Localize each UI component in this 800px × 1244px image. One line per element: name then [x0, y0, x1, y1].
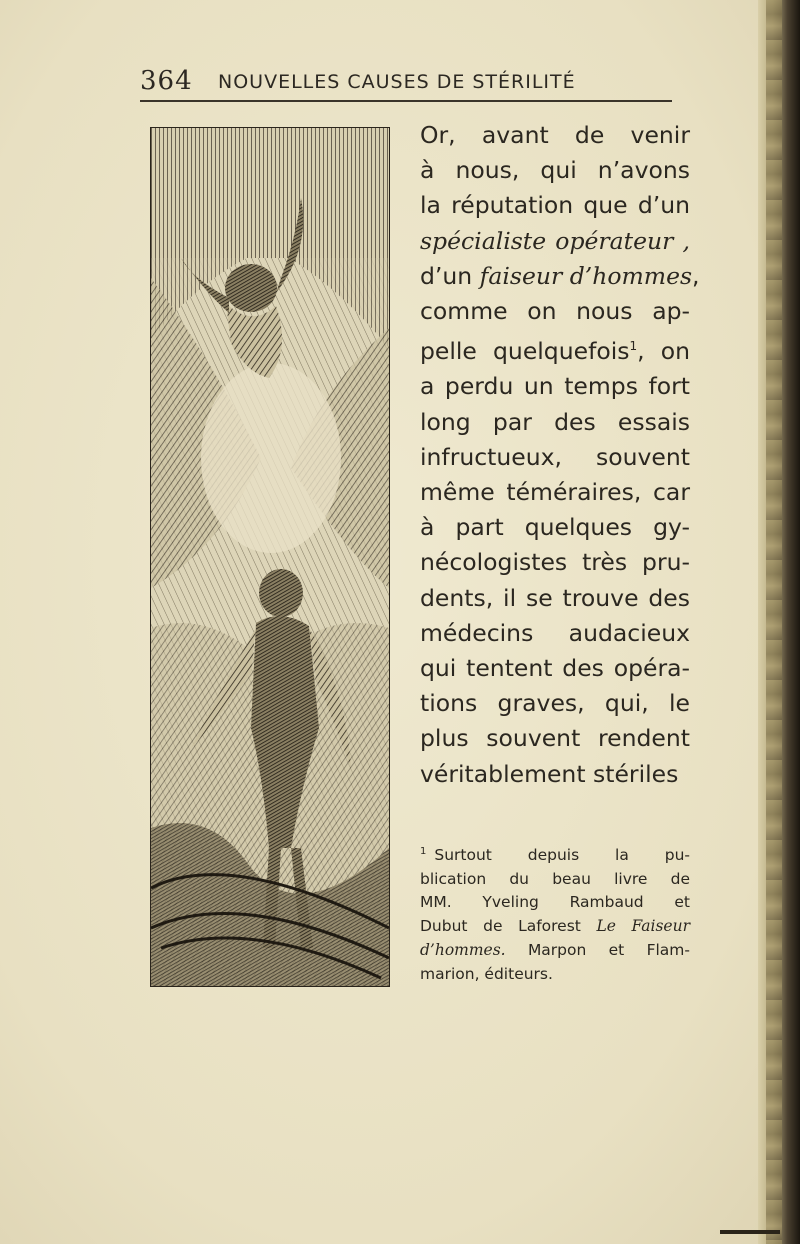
footnote-line: blication du beau livre de — [420, 869, 690, 888]
text-line: comme on nous ap- — [420, 297, 690, 326]
main-paragraph — [420, 118, 700, 792]
book-page-edge — [758, 0, 800, 1244]
text-line: véritablement stériles — [420, 759, 679, 788]
text-line: tions graves, qui, le — [420, 689, 690, 718]
text-line: d’un faiseur d’hommes, — [420, 261, 700, 290]
page-number: 364 — [140, 66, 193, 96]
footnote-line: Dubut de Laforest Le Faiseur — [420, 917, 690, 936]
text-line: même téméraires, car — [420, 478, 690, 507]
footnote-reference: 1 — [629, 339, 638, 354]
footnote-line: marion, éditeurs. — [420, 964, 553, 983]
text-line: dents, il se trouve des — [420, 583, 690, 612]
text-line: pelle quelquefois$^1$, on — [420, 337, 690, 366]
header-rule — [140, 100, 672, 102]
text-line: qui tentent des opéra- — [420, 654, 690, 683]
text-line: Or, avant de venir — [420, 121, 690, 149]
footnote-line: $^1$ Surtout depuis la pu- — [420, 846, 690, 864]
text-line: long par des essais — [420, 407, 690, 436]
running-title: NOUVELLES CAUSES DE STÉRILITÉ — [218, 71, 576, 93]
text-line: médecins audacieux — [420, 618, 690, 647]
text-line: a perdu un temps fort — [420, 372, 690, 401]
footnote-line: d’hommes. Marpon et Flam- — [420, 940, 690, 959]
text-line: infructueux, souvent — [420, 442, 690, 471]
text-line: plus souvent rendent — [420, 724, 690, 753]
engraving-figure-icon — [151, 128, 389, 986]
footnote — [420, 840, 690, 986]
engraving-illustration — [150, 127, 390, 987]
text-line: nécologistes très pru- — [420, 548, 690, 577]
running-head — [140, 66, 660, 102]
footnote-line: MM. Yveling Rambaud et — [420, 893, 690, 912]
page-corner-shadow — [720, 1230, 780, 1234]
text-line: à nous, qui n’avons — [420, 156, 690, 185]
text-line: spécialiste opérateur , — [420, 226, 690, 255]
footnote-marker: 1 — [420, 846, 427, 857]
text-line: la réputation que d’un — [420, 191, 690, 220]
text-line: à part quelques gy- — [420, 513, 690, 542]
book-spine-texture — [766, 0, 782, 1244]
